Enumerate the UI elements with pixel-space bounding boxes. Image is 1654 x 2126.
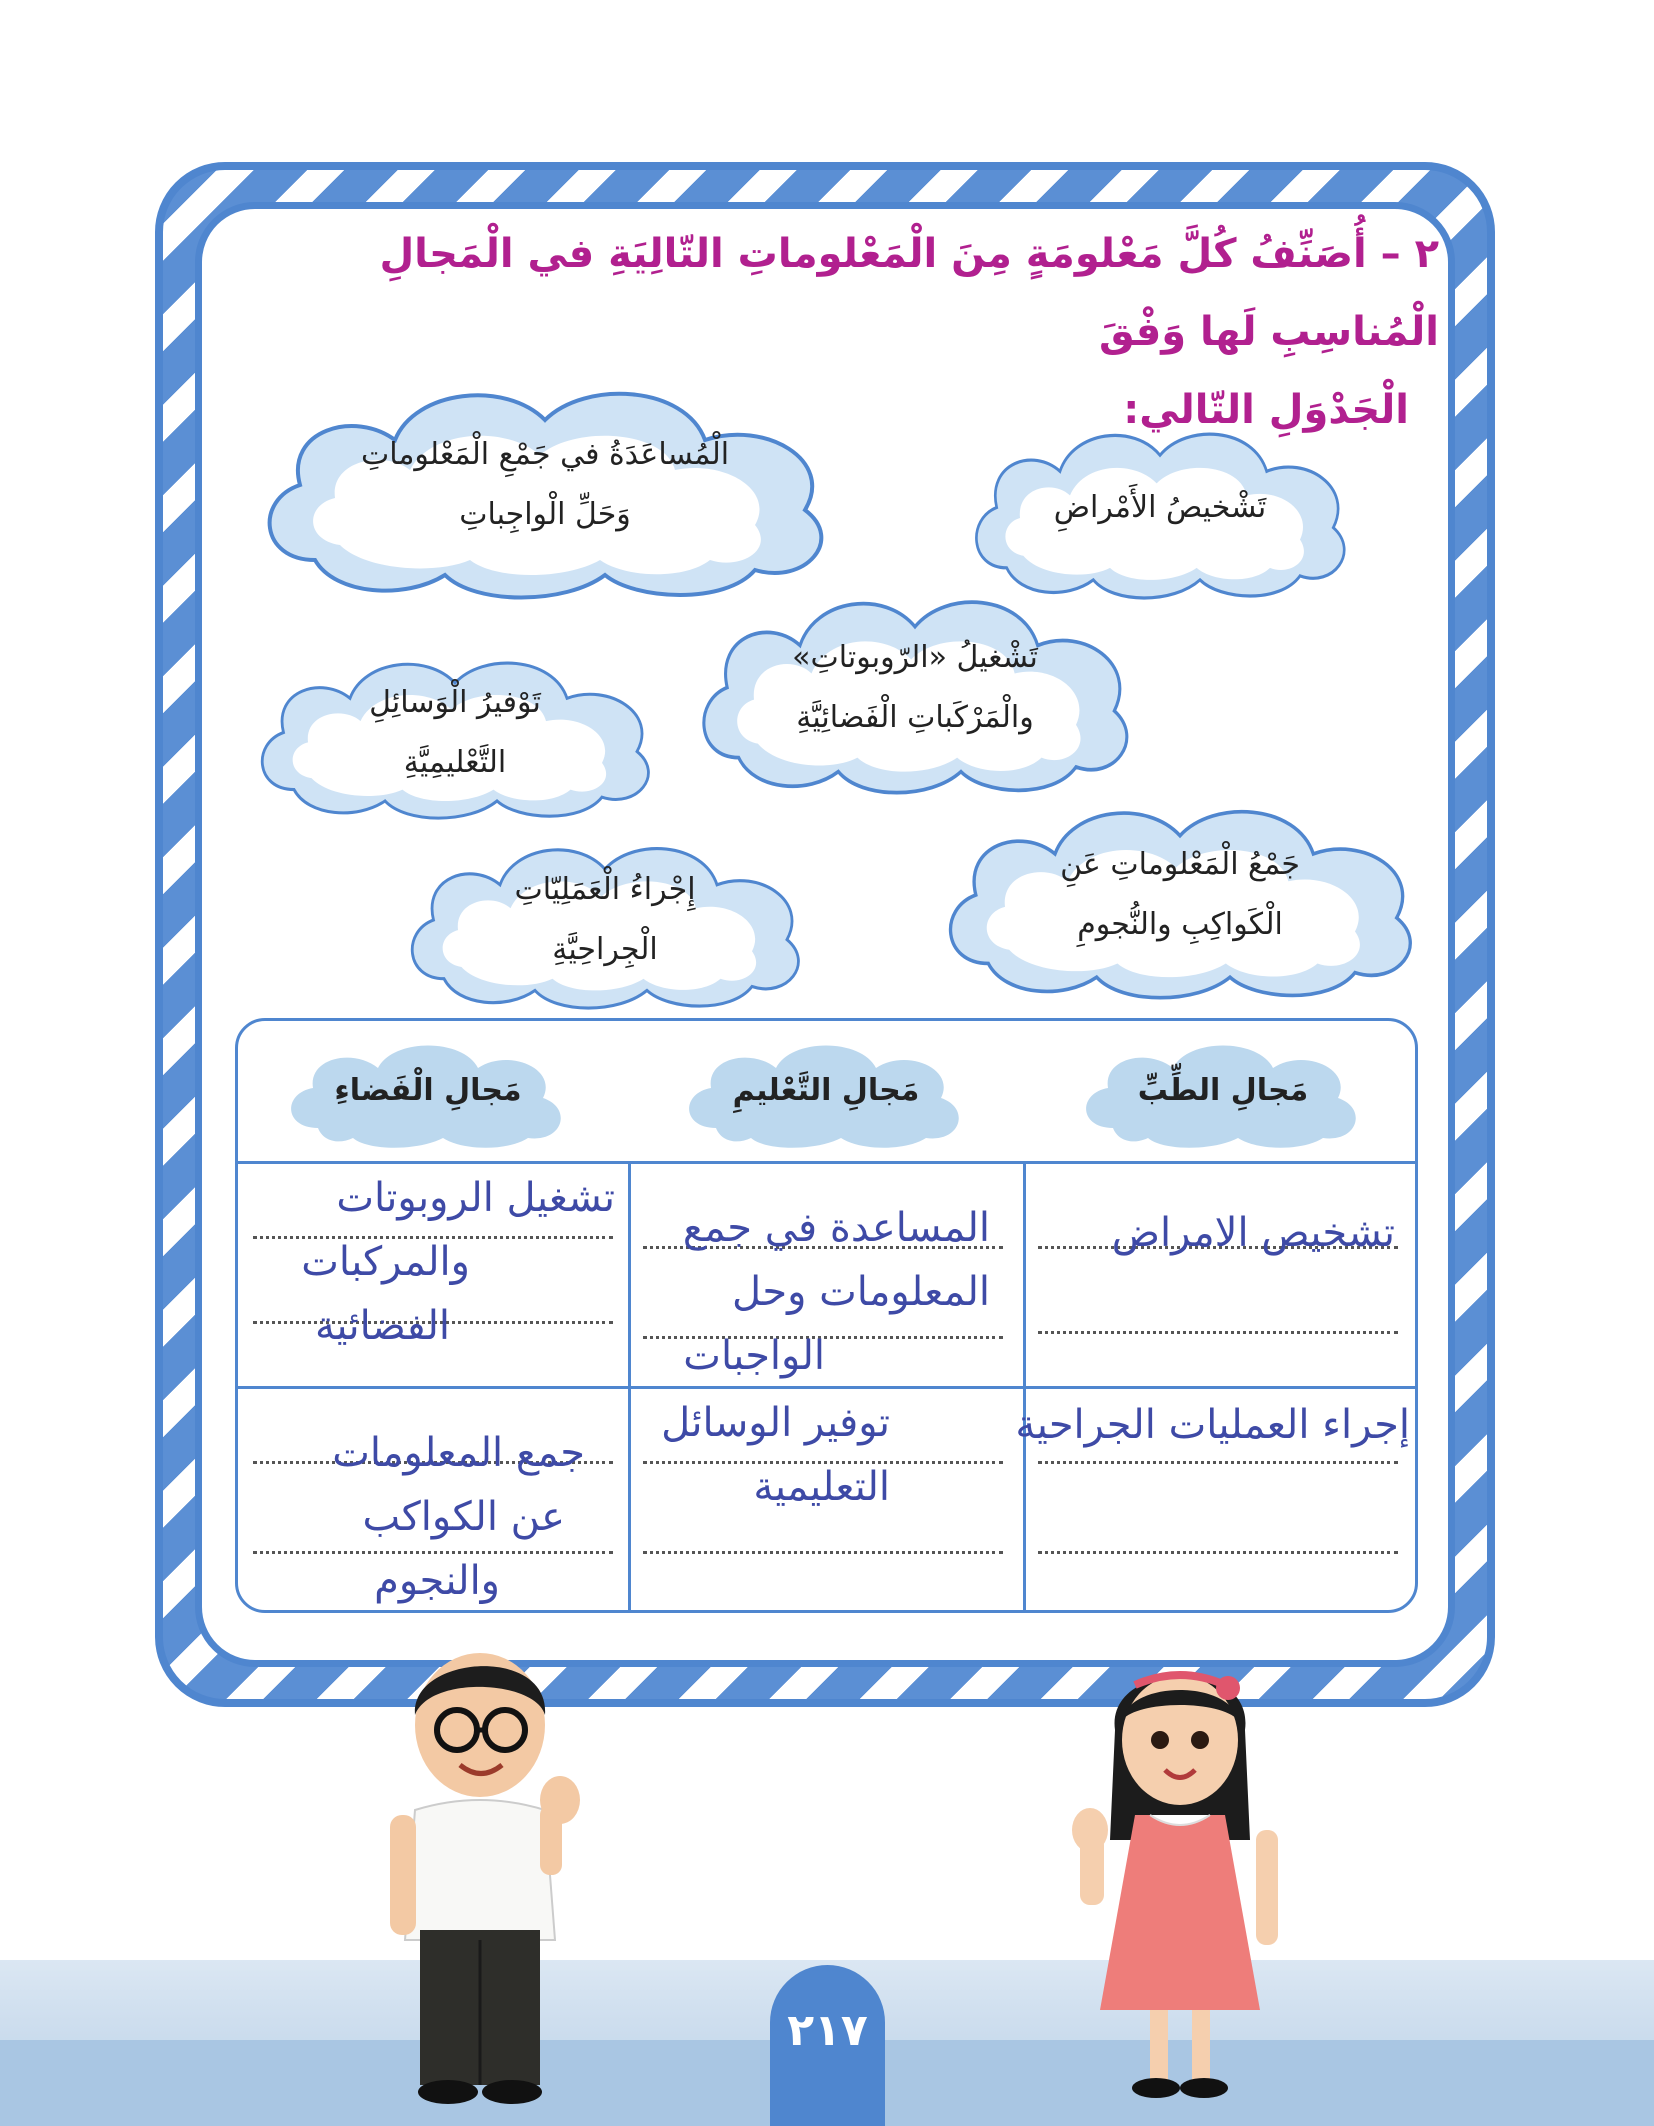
answer-text: الواجبات bbox=[683, 1333, 825, 1379]
answer-line bbox=[643, 1551, 1003, 1554]
answer-text: التعليمية bbox=[753, 1464, 890, 1510]
cloud-text-line: جَمْعُ الْمَعْلوماتِ عَنِ bbox=[1060, 847, 1300, 882]
girl-illustration bbox=[1060, 1640, 1300, 2110]
answer-medicine-1 bbox=[1112, 1201, 1395, 1265]
answer-medicine-2 bbox=[1015, 1393, 1410, 1457]
cloud-robots bbox=[685, 580, 1145, 795]
cloud-homework-help bbox=[245, 370, 845, 600]
page-number-tab bbox=[770, 1965, 885, 2126]
cloud-text-line: تَشْغيلُ «الرّوبوتاتِ» bbox=[792, 639, 1038, 675]
cloud-diagnosis bbox=[960, 415, 1360, 600]
cloud-text-line: تَوْفيرُ الْوَسائِلِ bbox=[369, 684, 541, 720]
boy-illustration bbox=[360, 1630, 600, 2110]
answer-text: المساعدة في جمع bbox=[682, 1205, 990, 1251]
header-label: مَجالِ التَّعْليمِ bbox=[732, 1073, 920, 1108]
answer-text: والنجوم bbox=[374, 1558, 500, 1604]
cloud-text-line: إِجْراءُ الْعَمَلِيّاتِ bbox=[514, 872, 696, 907]
answer-text: إجراء العمليات الجراحية bbox=[1015, 1402, 1410, 1448]
cloud-text-line: الْكَواكِبِ والنُّجومِ bbox=[1077, 907, 1283, 942]
header-label: مَجالِ الطِّبِّ bbox=[1137, 1073, 1309, 1108]
table-divider bbox=[628, 1161, 631, 1613]
answer-text: تشغيل الروبوتات bbox=[336, 1175, 615, 1221]
answer-text: توفير الوسائل bbox=[661, 1400, 890, 1446]
header-medicine bbox=[1073, 1033, 1373, 1148]
header-education bbox=[676, 1033, 976, 1148]
cloud-text-line: الْجِراحِيَّةِ bbox=[552, 932, 658, 967]
answer-text: جمع المعلومات bbox=[332, 1430, 585, 1476]
header-space bbox=[278, 1033, 578, 1148]
instruction-line-2: الْجَدْوَلِ التّالي: bbox=[1123, 387, 1409, 433]
answer-text: الفضائية bbox=[314, 1303, 450, 1349]
answer-text: والمركبات bbox=[301, 1239, 470, 1285]
answer-space-2 bbox=[332, 1421, 585, 1613]
answer-line bbox=[1038, 1551, 1398, 1554]
cloud-text-line: التَّعْليمِيَّةِ bbox=[403, 744, 507, 780]
answer-line bbox=[1038, 1461, 1398, 1464]
table-divider bbox=[238, 1161, 1415, 1164]
cloud-text-line: الْمُساعَدَةُ في جَمْعِ الْمَعْلوماتِ bbox=[360, 437, 730, 472]
header-label: مَجالِ الْفَضاءِ bbox=[334, 1073, 522, 1108]
cloud-text-line: تَشْخيصُ الأَمْراضِ bbox=[1053, 489, 1267, 525]
answer-line bbox=[1038, 1331, 1398, 1334]
answer-text: المعلومات وحل bbox=[732, 1269, 990, 1315]
cloud-surgery bbox=[395, 830, 815, 1010]
answer-text: تشخيص الامراض bbox=[1111, 1210, 1395, 1256]
cloud-educational-tools bbox=[245, 645, 665, 820]
instruction-line-1: ٢ – أُصَنِّفُ كُلَّ مَعْلومَةٍ مِنَ الْمَعْلوماتِ التّالِيَةِ في الْمَجالِ الْمُناسِبِ لَها وَفْقَ bbox=[379, 231, 1439, 355]
answer-education-2 bbox=[661, 1391, 890, 1519]
cloud-text-line: وَحَلِّ الْواجِباتِ bbox=[459, 497, 631, 532]
answer-text: عن الكواكب bbox=[362, 1494, 565, 1540]
cloud-planets-info bbox=[930, 790, 1430, 1000]
page-number: ٢١٧ bbox=[787, 2005, 868, 2056]
answer-space-1 bbox=[301, 1166, 615, 1358]
cloud-text-line: والْمَرْكَباتِ الْفَضائِيَّةِ bbox=[796, 699, 1034, 735]
table-divider bbox=[1023, 1161, 1026, 1613]
classification-table bbox=[235, 1018, 1418, 1613]
answer-education-1 bbox=[683, 1196, 990, 1388]
